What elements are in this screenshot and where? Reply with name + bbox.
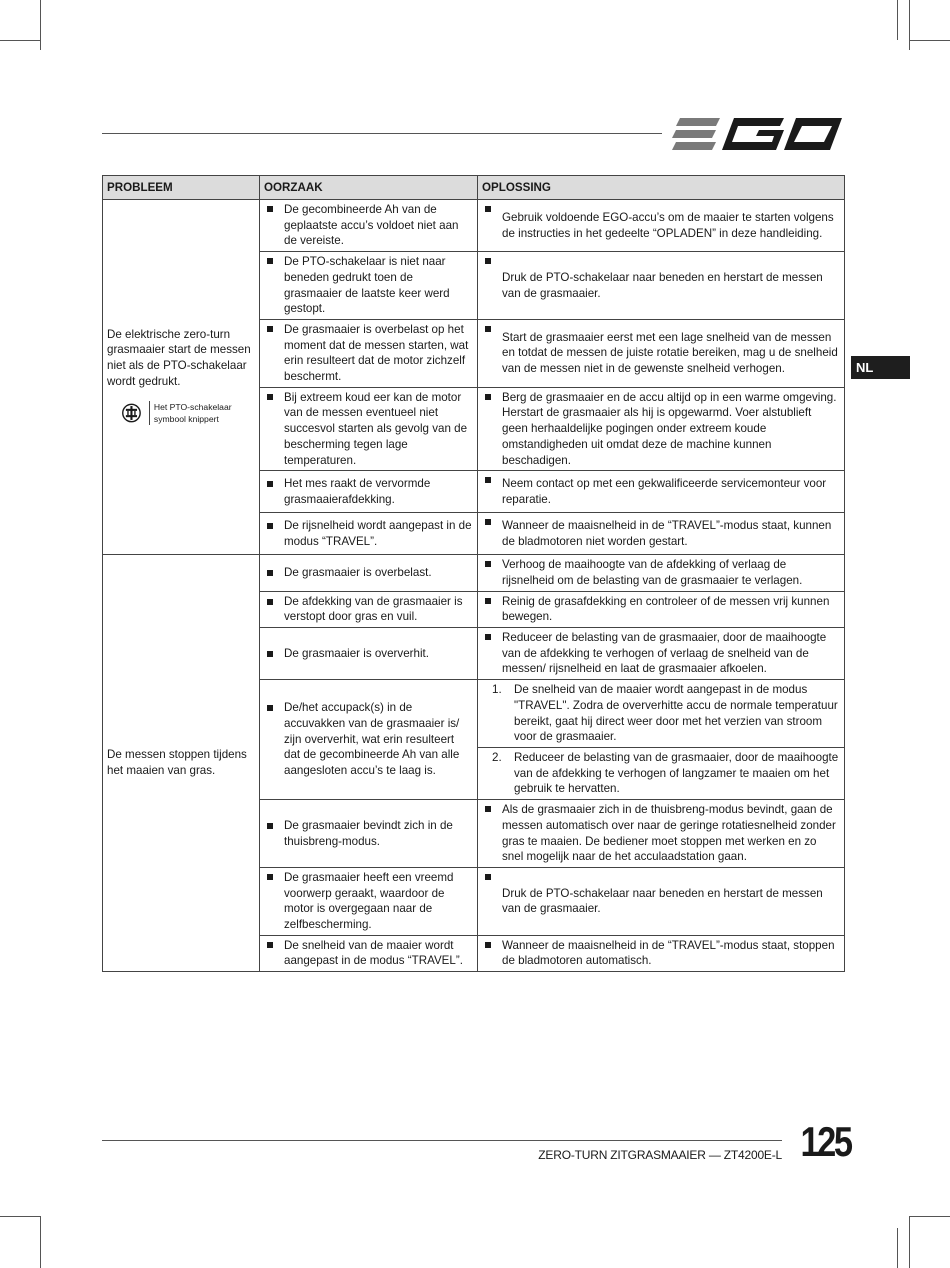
cause-cell: De/het accupack(s) in de accuvakken van de grasmaaier is/ zijn oververhit, wat erin resulteert dat de gecombineerde Ah van alle aangesloten accu’s te laag is.	[260, 680, 478, 800]
crop-mark	[40, 1216, 41, 1268]
crop-mark	[909, 0, 910, 50]
solution-cell: Reduceer de belasting van de grasmaaier, door de maaihoogte van de afdekking te verhogen of verlaag de snelheid van de messen/ rijsnelheid en laat de grasmaaier afkoelen.	[478, 628, 845, 680]
cause-cell: De grasmaaier is overbelast op het moment dat de messen starten, wat erin resulteert dat de motor zichzelf beschermt.	[260, 319, 478, 387]
problem-cell	[103, 200, 260, 555]
solution-cell: Reinig de grasafdekking en controleer of de messen vrij kunnen bewegen.	[478, 591, 845, 627]
cause-cell: De PTO-schakelaar is niet naar beneden gedrukt toen de grasmaaier de laatste keer werd gestopt.	[260, 252, 478, 320]
crop-mark	[897, 0, 898, 40]
cause-cell: De gecombineerde Ah van de geplaatste accu’s voldoet niet aan de vereiste.	[260, 200, 478, 252]
crop-mark	[897, 1228, 898, 1268]
table-header-row	[103, 176, 845, 200]
crop-mark	[909, 1216, 910, 1268]
cause-cell: Het mes raakt de vervormde grasmaaierafdekking.	[260, 471, 478, 513]
pto-symbol-caption: Het PTO-schakelaar symbool knippert	[149, 401, 255, 425]
footer-rule	[102, 1140, 782, 1141]
cause-cell: De grasmaaier is overbelast.	[260, 555, 478, 591]
solution-cell: Wanneer de maaisnelheid in de “TRAVEL”-modus staat, stoppen de bladmotoren automatisch.	[478, 935, 845, 971]
table-row	[103, 200, 845, 252]
solution-cell: Wanneer de maaisnelheid in de “TRAVEL”-modus staat, kunnen de bladmotoren niet worden gestart.	[478, 513, 845, 555]
problem-text: De elektrische zero-turn grasmaaier start de messen niet als de PTO-schakelaar wordt gedrukt.	[107, 327, 251, 388]
solution-cell: Berg de grasmaaier en de accu altijd op in een warme omgeving. Herstart de grasmaaier als hij is opgewarmd. Voer alstublieft geen herhaaldelijke pogingen onder extreem koude omstandigheden uit omdat deze de machine kunnen beschadigen.	[478, 387, 845, 471]
language-tab: NL	[851, 356, 910, 379]
step-number: 1.	[492, 683, 502, 697]
solution-cell: Gebruik voldoende EGO-accu’s om de maaier te starten volgens de instructies in het gedeelte “OPLADEN” in deze handleiding.	[478, 200, 845, 252]
cause-cell: De grasmaaier heeft een vreemd voorwerp geraakt, waardoor de motor is overgegaan naar de zelfbescherming.	[260, 867, 478, 935]
solution-cell	[478, 680, 845, 748]
pto-switch-icon	[121, 398, 142, 428]
step-number: 2.	[492, 750, 502, 764]
problem-cell	[103, 555, 260, 972]
solution-cell: Druk de PTO-schakelaar naar beneden en herstart de messen van de grasmaaier.	[478, 252, 845, 320]
column-header-cause: OORZAAK	[260, 176, 478, 200]
page-number: 125	[800, 1118, 851, 1165]
cause-cell: De afdekking van de grasmaaier is verstopt door gras en vuil.	[260, 591, 478, 627]
pto-symbol-note	[121, 398, 255, 428]
solution-cell: Druk de PTO-schakelaar naar beneden en herstart de messen van de grasmaaier.	[478, 867, 845, 935]
solution-cell	[478, 747, 845, 799]
cause-cell: Bij extreem koud eer kan de motor van de messen eventueel niet succesvol starten als gevolg van de bescherming tegen lage temperaturen.	[260, 387, 478, 471]
column-header-problem: PROBLEEM	[103, 176, 260, 200]
solution-cell: Neem contact op met een gekwalificeerde servicemonteur voor reparatie.	[478, 471, 845, 513]
crop-mark	[0, 1216, 40, 1217]
crop-mark	[909, 40, 950, 41]
cause-cell: De grasmaaier is oververhit.	[260, 628, 478, 680]
cause-cell: De grasmaaier bevindt zich in de thuisbreng-modus.	[260, 800, 478, 868]
solution-cell: Verhoog de maaihoogte van de afdekking of verlaag de rijsnelheid om de belasting van de grasmaaier te verlagen.	[478, 555, 845, 591]
solution-cell: Als de grasmaaier zich in de thuisbreng-modus bevindt, gaan de messen automatisch over naar de geringe rotatiesnelheid zonder gras te maaien. De bediener moet stoppen met werken en zo snel mogelijk naar de het acculaadstation gaan.	[478, 800, 845, 868]
step-text: Reduceer de belasting van de grasmaaier, door de maaihoogte van de afdekking te verhogen of langzamer te maaien om het gebruik te hervatten.	[514, 750, 839, 796]
step-text: De snelheid van de maaier wordt aangepast in de modus "TRAVEL". Zodra de oververhitte accu de normale temperatuur bereikt, gaat hij direct weer door met het verzien van stroom voor de grasmaaier.	[514, 683, 838, 744]
troubleshooting-table	[102, 175, 845, 972]
problem-text: De messen stoppen tijdens het maaien van gras.	[107, 748, 247, 778]
crop-mark	[909, 1216, 950, 1217]
solution-cell: Start de grasmaaier eerst met een lage snelheid van de messen en totdat de messen de juiste rotatie bereiken, mag u de snelheid van de messen niet in de gewenste snelheid verhogen.	[478, 319, 845, 387]
column-header-solution: OPLOSSING	[478, 176, 845, 200]
table-row	[103, 555, 845, 591]
header-rule	[102, 133, 662, 134]
crop-mark	[40, 0, 41, 50]
cause-cell: De rijsnelheid wordt aangepast in de modus “TRAVEL”.	[260, 513, 478, 555]
ego-logo	[672, 112, 844, 156]
footer-title: ZERO-TURN ZITGRASMAAIER — ZT4200E-L	[538, 1148, 782, 1162]
cause-cell: De snelheid van de maaier wordt aangepast in de modus “TRAVEL”.	[260, 935, 478, 971]
crop-mark	[0, 40, 40, 41]
